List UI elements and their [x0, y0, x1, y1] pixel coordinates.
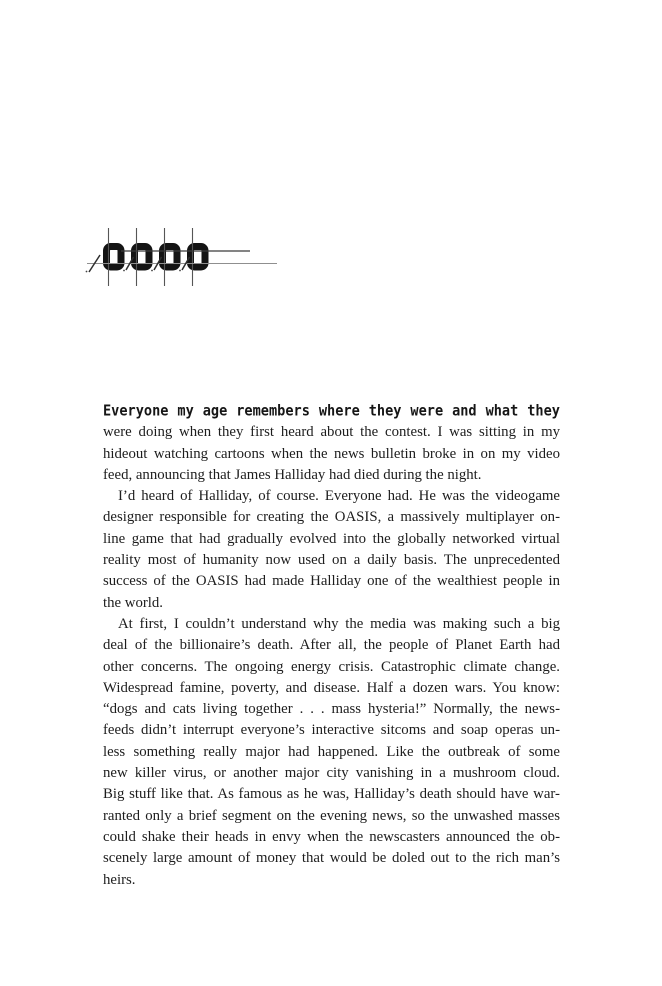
text-line: heirs.	[103, 871, 136, 888]
text-line: scenely large amount of money that would be doled out to the rich man’s	[103, 850, 560, 867]
text-line: reality most of humanity now used on a daily basis. The unprecedented	[103, 552, 560, 569]
text-line: other concerns. The ongoing energy crisis. Catastrophic climate change.	[103, 658, 560, 675]
chapter-number-ornament	[85, 224, 280, 290]
text-line: hideout watching cartoons when the news bulletin broke in on my video	[103, 445, 560, 462]
text-line: new killer virus, or another major city vanishing in a mushroom cloud.	[103, 765, 560, 782]
text-line: Widespread famine, poverty, and disease. Half a dozen wars. You know:	[103, 679, 560, 696]
text-line: designer responsible for creating the OASIS, a massively multiplayer on-	[103, 509, 560, 526]
text-line: less something really major had happened. Like the outbreak of some	[103, 743, 560, 760]
text-line: Big stuff like that. As famous as he was, Halliday’s death should have war-	[103, 786, 560, 803]
text-line: At first, I couldn’t understand why the media was making such a big	[118, 615, 560, 632]
text-line: feed, announcing that James Halliday had died during the night.	[103, 466, 482, 483]
text-line: I’d heard of Halliday, of course. Everyone had. He was the videogame	[118, 488, 560, 505]
chapter-opening-line: Everyone my age remembers where they were and what they	[103, 401, 560, 420]
text-line: were doing when they first heard about the contest. I was sitting in my	[103, 424, 560, 441]
text-line: ranted only a brief segment on the evening news, so the unwashed masses	[103, 807, 560, 824]
text-line: “dogs and cats living together . . . mass hysteria!” Normally, the news-	[103, 701, 560, 718]
body-text	[103, 401, 560, 891]
text-line: the world.	[103, 594, 163, 611]
text-line: success of the OASIS had made Halliday one of the wealthiest people in	[103, 573, 560, 590]
text-line: feeds didn’t interrupt everyone’s interactive sitcoms and soap operas un-	[103, 722, 560, 739]
text-line: line game that had gradually evolved into the globally networked virtual	[103, 530, 560, 547]
text-line: deal of the billionaire’s death. After all, the people of Planet Earth had	[103, 637, 560, 654]
text-line: could shake their heads in envy when the newscasters announced the ob-	[103, 828, 560, 845]
